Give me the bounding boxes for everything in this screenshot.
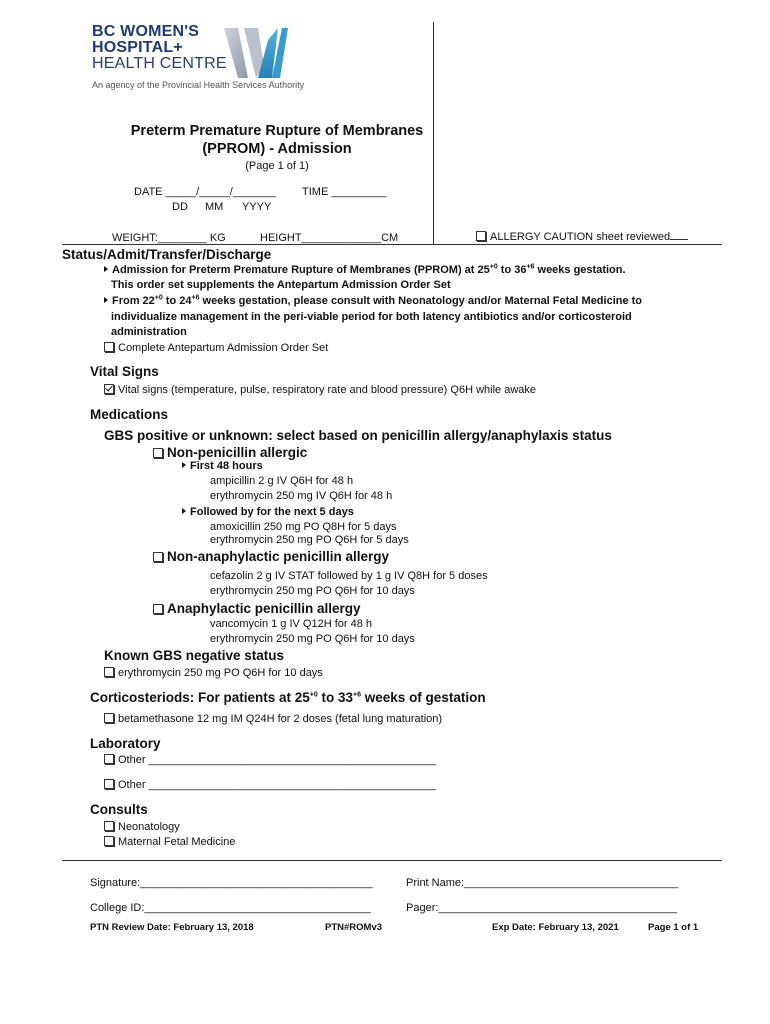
status-item-admission-line2: This order set supplements the Antepartum Admission Order Set	[111, 279, 451, 291]
vital-signs-heading: Vital Signs	[90, 364, 159, 379]
weight-field[interactable]: WEIGHT:________ KG	[112, 232, 226, 244]
non-penicillin-item[interactable]: Non-penicillin allergic	[153, 445, 307, 460]
first-48-hours: First 48 hours	[182, 460, 263, 472]
cefazolin-line: cefazolin 2 g IV STAT followed by 1 g IV Q8H for 5 doses	[210, 570, 488, 582]
anaphylactic-checkbox[interactable]	[153, 604, 163, 614]
page-indicator: (Page 1 of 1)	[245, 160, 309, 172]
non-anaphylactic-checkbox[interactable]	[153, 552, 163, 562]
page-of-pages: Page 1 of 1	[648, 922, 699, 933]
agency-line: An agency of the Provincial Health Services Authority	[92, 80, 305, 90]
date-dd-label: DD	[172, 201, 188, 213]
neonatology-checkbox[interactable]	[104, 821, 114, 831]
college-id-field[interactable]: College ID:_____________________________________	[90, 902, 371, 914]
bullet-arrow-icon	[182, 508, 186, 514]
exp-date: Exp Date: February 13, 2021	[492, 922, 619, 933]
date-field[interactable]: DATE _____/_____/_______	[134, 186, 276, 198]
form-title	[62, 122, 492, 158]
maternal-fetal-medicine-checkbox[interactable]	[104, 836, 114, 846]
vital-signs-item[interactable]: Vital signs (temperature, pulse, respiratory rate and blood pressure) Q6H while awake	[104, 384, 536, 396]
gbs-positive-heading: GBS positive or unknown: select based on penicillin allergy/anaphylaxis status	[104, 428, 612, 443]
consult-maternal-fetal-medicine[interactable]: Maternal Fetal Medicine	[104, 836, 235, 848]
allergy-checkbox[interactable]	[476, 231, 486, 241]
laboratory-other-1[interactable]: Other _______________________________________________	[104, 754, 436, 766]
laboratory-heading: Laboratory	[90, 736, 161, 751]
erythromycin-gbs-negative-checkbox[interactable]	[104, 667, 114, 677]
consults-heading: Consults	[90, 802, 148, 817]
logo-line-2: HOSPITAL+	[92, 39, 183, 56]
medications-heading: Medications	[90, 407, 169, 422]
complete-antepartum-item[interactable]: Complete Antepartum Admission Order Set	[104, 342, 328, 354]
ampicillin-line: ampicillin 2 g IV Q6H for 48 h	[210, 475, 354, 487]
known-gbs-negative-heading: Known GBS negative status	[104, 648, 285, 663]
time-field[interactable]: TIME _________	[302, 186, 387, 198]
footer-divider	[62, 860, 722, 861]
allergy-label: ALLERGY CAUTION sheet reviewed	[490, 231, 671, 243]
title-line-2: (PPROM) - Admission	[202, 141, 352, 157]
print-name-field[interactable]: Print Name:___________________________________	[406, 877, 679, 889]
hospital-w-logo-icon	[224, 26, 288, 80]
status-item-periviable-line2: individualize management in the peri-viable period for both latency antibiotics and/or corticosteroid	[111, 311, 632, 323]
followed-next-5-days: Followed by for the next 5 days	[182, 506, 354, 518]
date-yyyy-label: YYYY	[242, 201, 272, 213]
pager-field[interactable]: Pager:_______________________________________	[406, 902, 677, 914]
non-anaphylactic-item[interactable]: Non-anaphylactic penicillin allergy	[153, 549, 389, 564]
status-heading: Status/Admit/Transfer/Discharge	[62, 247, 272, 262]
anaphylactic-item[interactable]: Anaphylactic penicillin allergy	[153, 601, 361, 616]
ptn-review-date: PTN Review Date: February 13, 2018	[90, 922, 254, 933]
consult-neonatology[interactable]: Neonatology	[104, 821, 180, 833]
allergy-caution-item[interactable]	[476, 231, 688, 243]
ptn-code: PTN#ROMv3	[325, 922, 383, 933]
bullet-arrow-icon	[182, 462, 186, 468]
amoxicillin-line: amoxicillin 250 mg PO Q8H for 5 days	[210, 521, 397, 533]
vital-signs-checkbox[interactable]	[104, 384, 114, 394]
non-penicillin-checkbox[interactable]	[153, 448, 163, 458]
bullet-arrow-icon	[104, 297, 108, 303]
logo-line-1: BC WOMEN'S	[92, 23, 200, 40]
erythromycin-10days-line-b: erythromycin 250 mg PO Q6H for 10 days	[210, 633, 415, 645]
bullet-arrow-icon	[104, 266, 108, 272]
height-field[interactable]: HEIGHT_____________CM	[260, 232, 399, 244]
status-item-periviable-line3: administration	[111, 326, 187, 338]
erythromycin-5days-line: erythromycin 250 mg PO Q6H for 5 days	[210, 534, 409, 546]
erythromycin-gbs-negative-item[interactable]: erythromycin 250 mg PO Q6H for 10 days	[104, 667, 323, 679]
erythromycin-10days-line-a: erythromycin 250 mg PO Q6H for 10 days	[210, 585, 415, 597]
status-item-periviable: From $22^{+0}$ to $24^{+6}$ weeks gestation, please consult with Neonatology and/or Maternal Fetal Medicine to	[104, 295, 642, 307]
corticosteroids-heading: Corticosteriods: For patients at $25^{+0}$ to $33^{+6}$ weeks of gestation	[90, 690, 486, 705]
laboratory-other-2-checkbox[interactable]	[104, 779, 114, 789]
betamethasone-item[interactable]: betamethasone 12 mg IM Q24H for 2 doses (fetal lung maturation)	[104, 713, 442, 725]
hospital-logo-text	[92, 24, 227, 72]
logo-line-3: HEALTH CENTRE	[92, 55, 227, 72]
laboratory-other-1-checkbox[interactable]	[104, 754, 114, 764]
vancomycin-line: vancomycin 1 g IV Q12H for 48 h	[210, 618, 373, 630]
date-mm-label: MM	[205, 201, 224, 213]
header-divider	[62, 244, 722, 245]
title-line-1: Preterm Premature Rupture of Membranes	[130, 123, 424, 139]
complete-antepartum-checkbox[interactable]	[104, 342, 114, 352]
laboratory-other-2[interactable]: Other _______________________________________________	[104, 779, 436, 791]
betamethasone-checkbox[interactable]	[104, 713, 114, 723]
erythromycin-48h-line: erythromycin 250 mg IV Q6H for 48 h	[210, 490, 393, 502]
signature-field[interactable]: Signature:______________________________________	[90, 877, 373, 889]
status-item-admission: Admission for Preterm Premature Rupture of Membranes (PPROM) at $25^{+0}$ to $36^{+6}$ weeks gestation.	[104, 264, 626, 276]
